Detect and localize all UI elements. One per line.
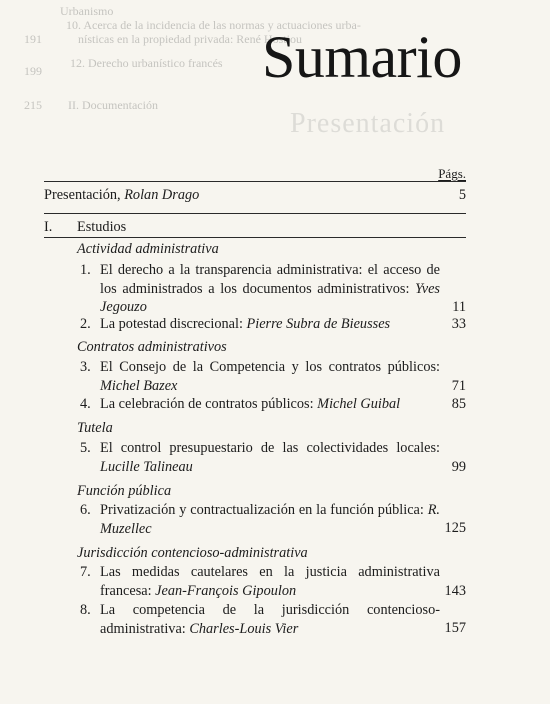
entry-number: 3. [80, 359, 91, 375]
toc-entry[interactable] [80, 395, 440, 414]
bleed-through-line: 12. Derecho urbanístico francés [70, 56, 223, 70]
page-number: 85 [451, 396, 466, 412]
entry-text-block [100, 395, 440, 414]
divider [44, 237, 466, 238]
bleed-through-line: 10. Acerca de la incidencia de las normas y actuaciones urba- [66, 18, 361, 32]
entry-number: 5. [80, 440, 91, 456]
entry-title: El derecho a la transparencia administrativa: el acceso de los administrados a los documentos administrativos: [100, 262, 440, 297]
entry-text-block [100, 439, 440, 476]
toc-entry[interactable] [80, 439, 440, 476]
entry-number: 4. [80, 396, 91, 412]
page-number: 157 [444, 620, 466, 636]
entry-number: 7. [80, 564, 91, 580]
entry-author: Rolan Drago [124, 187, 200, 203]
entry-author: Pierre Subra de Bieusses [246, 316, 391, 332]
entry-number: 2. [80, 316, 91, 332]
bleed-through-line: II. Documentación [68, 98, 158, 112]
entry-title: La celebración de contratos públicos: [100, 396, 318, 412]
entry-number: 6. [80, 502, 91, 518]
entry-author: Michel Guibal [317, 396, 401, 412]
section-heading: Actividad administrativa [77, 241, 219, 257]
part-numeral: I. [44, 219, 53, 235]
bleed-through-number: 215 [24, 98, 42, 112]
entry-text-block [100, 563, 440, 600]
entry-author: Jean-François Gipoulon [155, 582, 297, 599]
entry-title: La competencia de la jurisdicción contencioso-administrativa: [100, 602, 440, 637]
entry-title: Las medidas cautelares en la justicia administrativa francesa: [100, 564, 440, 599]
entry-author: Yves Jegouzo [100, 280, 440, 315]
entry-title: El control presupuestario de las colectividades locales: [100, 440, 440, 456]
page-number: 11 [452, 299, 466, 315]
toc-entry[interactable] [80, 261, 440, 317]
page-number: 125 [444, 520, 466, 536]
divider [44, 213, 466, 214]
page-number: 99 [451, 459, 466, 475]
page-number: 71 [451, 378, 466, 394]
toc-entry[interactable] [80, 563, 440, 600]
page-number: 5 [458, 187, 466, 203]
section-heading: Tutela [77, 420, 113, 436]
section-heading: Jurisdicción contencioso-administrativa [77, 545, 308, 561]
entry-number: 1. [80, 262, 91, 278]
bleed-through-number: 191 [24, 32, 42, 46]
divider [44, 181, 466, 182]
part-title: Estudios [77, 219, 127, 235]
entry-title: La potestad discrecional: [100, 316, 247, 332]
entry-number: 8. [80, 602, 91, 618]
entry-text-block [100, 261, 440, 317]
entry-author: Lucille Talineau [100, 458, 193, 475]
entry-author: R. Muzellec [100, 502, 440, 537]
entry-label: Presentación, [44, 187, 125, 203]
bleed-through-number: 199 [24, 64, 42, 78]
pages-column-label: Págs. [438, 166, 466, 181]
entry-text-block [100, 358, 440, 395]
page-title: Sumario [262, 24, 462, 90]
section-heading: Contratos administrativos [77, 339, 227, 355]
entry-text-block [100, 601, 440, 638]
entry-title: El Consejo de la Competencia y los contratos públicos: [100, 359, 440, 375]
entry-text-block [100, 501, 440, 538]
bleed-through-line: Urbanismo [60, 4, 114, 18]
entry-author: Charles-Louis Vier [189, 620, 299, 637]
entry-author: Michel Bazex [100, 377, 178, 394]
section-heading: Función pública [77, 483, 172, 499]
toc-entry[interactable] [80, 601, 440, 638]
toc-entry[interactable] [80, 315, 440, 334]
entry-title: Privatización y contractualización en la función pública: [100, 502, 428, 518]
entry-text-block [100, 315, 440, 334]
toc-entry-presentacion[interactable] [44, 186, 199, 205]
toc-entry[interactable] [80, 501, 440, 538]
bleed-through-heading: Presentación [290, 108, 446, 139]
bleed-through-line: nísticas en la propiedad privada: René Hostiou [78, 32, 302, 46]
toc-entry[interactable] [80, 358, 440, 395]
page-number: 143 [444, 583, 466, 599]
page-number: 33 [451, 316, 466, 332]
